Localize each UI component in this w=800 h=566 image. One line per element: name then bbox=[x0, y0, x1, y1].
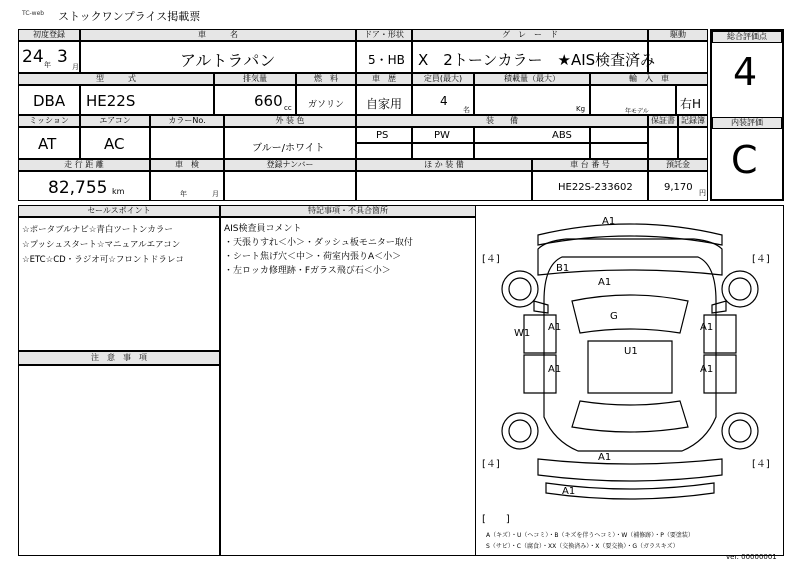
handle-value: 右H bbox=[680, 97, 702, 111]
color-label: 外 装 色 bbox=[224, 115, 356, 127]
grade-value: X 2トーンカラー ★AIS検査済み bbox=[418, 51, 656, 69]
notes-title: 注 意 事 項 bbox=[18, 351, 220, 365]
fuel-label: 燃 料 bbox=[296, 73, 356, 85]
warranty-label: 保証書 bbox=[648, 115, 678, 127]
tire-front-left: [４] bbox=[482, 254, 500, 265]
sales-point-line: ☆プッシュスタート☆マニュアルエアコン bbox=[22, 240, 181, 250]
displacement-value: 660 bbox=[254, 92, 283, 110]
history-label: 車 歴 bbox=[356, 73, 412, 85]
mark-back: A1 bbox=[598, 452, 612, 463]
pw-value: PW bbox=[434, 130, 450, 141]
notes-box bbox=[18, 365, 220, 556]
equip-label: 装 備 bbox=[356, 115, 648, 127]
overall-score-label: 総合評価点 bbox=[712, 31, 782, 43]
capacity-value: 4 bbox=[440, 94, 448, 108]
inspection-label: 車 検 bbox=[150, 159, 224, 171]
first-reg-label: 初度登録 bbox=[18, 29, 80, 41]
overall-score-value: 4 bbox=[733, 50, 758, 94]
interior-score-value: C bbox=[731, 138, 758, 182]
year-value: 24 bbox=[22, 47, 44, 67]
mark-b1: B1 bbox=[556, 263, 570, 274]
capacity-unit: 名 bbox=[463, 106, 470, 114]
load-unit: Kg bbox=[576, 105, 586, 113]
grade-label: グ レ ー ド bbox=[412, 29, 648, 41]
price-label: 預託金 bbox=[648, 159, 708, 171]
car-name-value: アルトラパン bbox=[180, 51, 276, 70]
color-no-label: カラーNo. bbox=[150, 115, 224, 127]
type-value: HE22S bbox=[86, 92, 136, 110]
mark-rear-bottom: A1 bbox=[562, 486, 576, 497]
legend-line: S（サビ）・C（腐食）・XX（交換済み）・X（要交換）・G（ガラスキズ） bbox=[486, 543, 679, 550]
sales-point-line: ☆ETC☆CD・ラジオ可☆フロントドラレコ bbox=[22, 255, 184, 265]
other-equip-label: ほ か 装 備 bbox=[356, 159, 532, 171]
price-value: 9,170 bbox=[664, 182, 693, 193]
yen-unit: 円 bbox=[699, 189, 706, 197]
month-value: 3 bbox=[57, 47, 68, 67]
mark-w1: W1 bbox=[514, 328, 531, 339]
aircon-label: エアコン bbox=[80, 115, 150, 127]
chassis-value: HE22S-233602 bbox=[558, 182, 633, 193]
mission-label: ミッション bbox=[18, 115, 80, 127]
model-year-label: 年モデル bbox=[625, 108, 649, 115]
mark-left-rear: A1 bbox=[548, 364, 562, 375]
type-prefix: DBA bbox=[33, 92, 66, 110]
interior-score-label: 内装評価 bbox=[712, 117, 782, 129]
mileage-label: 走 行 距 離 bbox=[18, 159, 150, 171]
mark-u1: U1 bbox=[624, 346, 638, 357]
load-label: 積載量（最大） bbox=[474, 73, 590, 85]
inspection-month-unit: 月 bbox=[212, 190, 219, 198]
color-value: ブルー/ホワイト bbox=[252, 143, 325, 154]
comment-line: AIS検査員コメント bbox=[224, 224, 302, 234]
aircon-value: AC bbox=[104, 135, 125, 153]
comment-line: ・シート焦げ穴＜中＞・荷室内張りA＜小＞ bbox=[224, 252, 402, 262]
mark-left-front: A1 bbox=[548, 322, 562, 333]
tire-rear-left: [４] bbox=[482, 459, 500, 470]
tire-front-right: [４] bbox=[752, 254, 770, 265]
abs-value: ABS bbox=[552, 130, 572, 141]
sales-points-title: セールスポイント bbox=[18, 205, 220, 217]
car-name-label: 車 名 bbox=[80, 29, 356, 41]
year-unit: 年 bbox=[44, 61, 51, 69]
doors-value: 5・HB bbox=[368, 53, 405, 67]
tire-rear-right: [４] bbox=[752, 459, 770, 470]
version: ver. 00000001 bbox=[726, 553, 777, 561]
chassis-label: 車 台 番 号 bbox=[532, 159, 648, 171]
displacement-label: 排気量 bbox=[214, 73, 296, 85]
page-title: ストックワンプライス掲載票 bbox=[58, 10, 201, 23]
record-label: 記録簿 bbox=[678, 115, 708, 127]
comments-title: 特記事項・不具合箇所 bbox=[220, 205, 476, 217]
comment-line: ・左ロッカ修理跡・Fガラス飛び石＜小＞ bbox=[224, 266, 391, 276]
doors-label: ドア・形状 bbox=[356, 29, 412, 41]
comment-line: ・天張りすれ＜小＞・ダッシュ板モニター取付 bbox=[224, 238, 413, 248]
cc-unit: cc bbox=[284, 104, 292, 112]
mission-value: AT bbox=[38, 135, 57, 153]
history-value: 自家用 bbox=[366, 97, 403, 111]
spare-tire: [ ] bbox=[482, 514, 510, 525]
mark-hood: A1 bbox=[598, 277, 612, 288]
inspection-year-unit: 年 bbox=[180, 190, 187, 198]
reg-number-label: 登録ナンバー bbox=[224, 159, 356, 171]
mark-right-rear: A1 bbox=[700, 364, 714, 375]
km-unit: km bbox=[112, 187, 125, 196]
legend-line: A（キズ）・U（ヘコミ）・B（キズを伴うヘコミ）・W（補修跡）・P（要塗装） bbox=[486, 532, 694, 539]
sales-point-line: ☆ポータブルナビ☆青白ツートンカラー bbox=[22, 225, 173, 235]
car-condition-diagram bbox=[476, 205, 784, 556]
import-label: 輸 入 車 bbox=[590, 73, 708, 85]
ps-value: PS bbox=[376, 130, 389, 141]
type-label: 型 式 bbox=[18, 73, 214, 85]
month-unit: 月 bbox=[72, 63, 79, 71]
drive-label: 駆動 bbox=[648, 29, 708, 41]
logo: TC-web bbox=[22, 10, 45, 17]
fuel-value: ガソリン bbox=[308, 100, 345, 110]
mark-front-top: A1 bbox=[602, 216, 616, 227]
mark-g: G bbox=[610, 311, 618, 322]
capacity-label: 定員(最大) bbox=[412, 73, 474, 85]
mileage-value: 82,755 bbox=[48, 178, 108, 198]
mark-right-front: A1 bbox=[700, 322, 714, 333]
